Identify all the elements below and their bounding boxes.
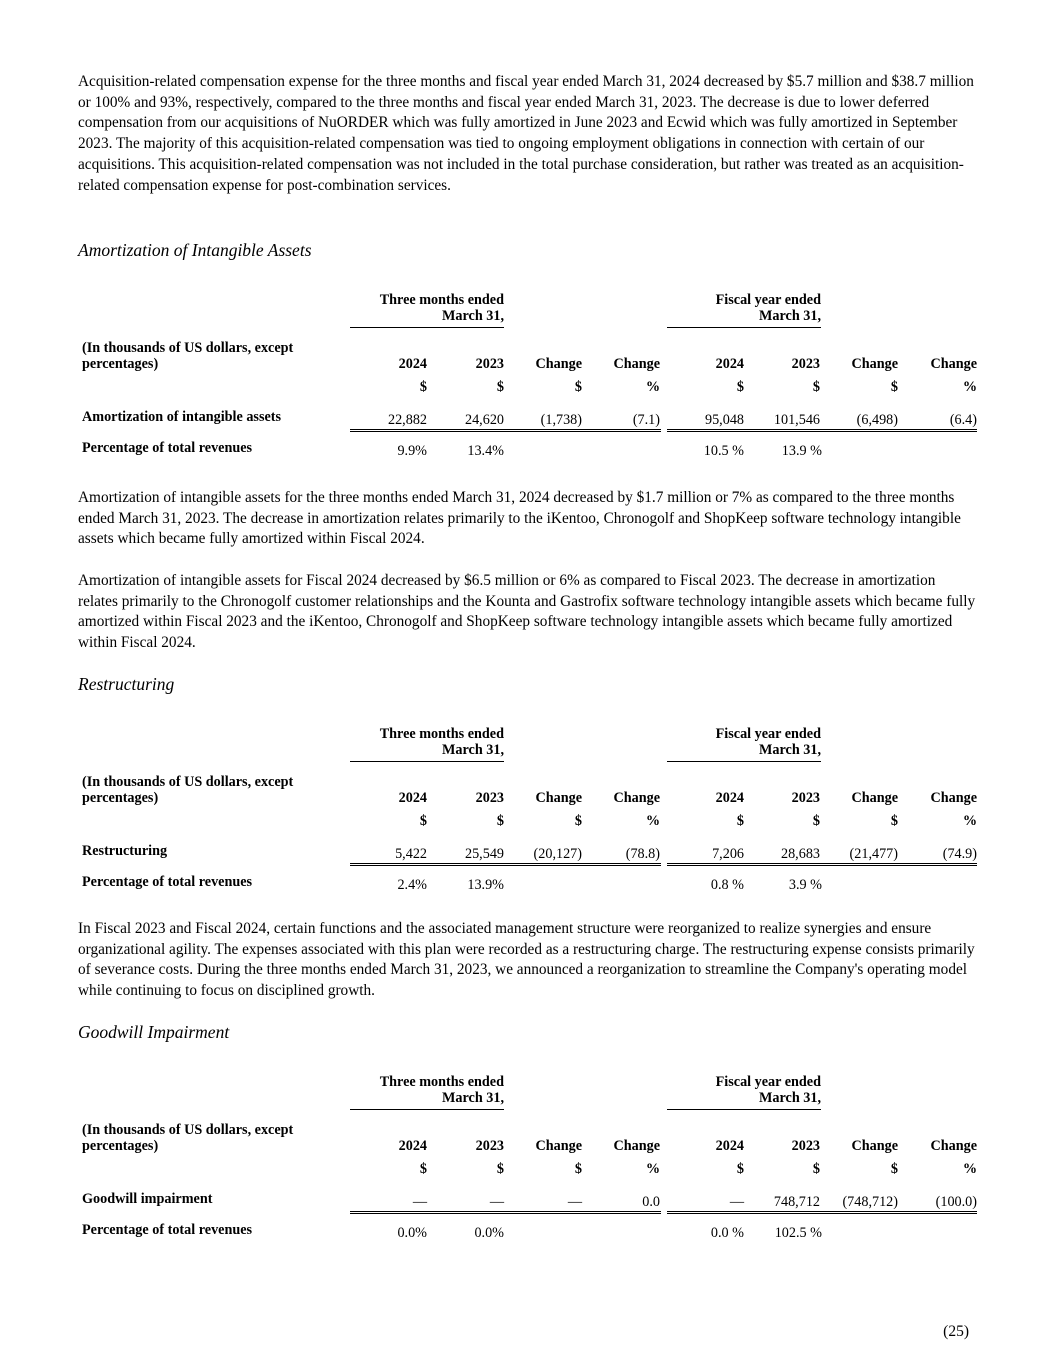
amortization-col-header-5: 2024 bbox=[715, 356, 744, 372]
goodwill-units-line1: (In thousands of US dollars, except bbox=[82, 1122, 294, 1138]
amortization-col-header-3: Change bbox=[535, 356, 582, 372]
goodwill-table bbox=[78, 1074, 980, 1244]
amortization-col-unit-2: $ bbox=[496, 379, 504, 395]
goodwill-header-three-months-line1: Three months ended bbox=[379, 1074, 504, 1090]
restructuring-units-label bbox=[82, 774, 293, 806]
goodwill-col-header-7: Change bbox=[851, 1138, 898, 1154]
goodwill-col-unit-5: $ bbox=[736, 1161, 744, 1177]
restructuring-paragraph-1: In Fiscal 2023 and Fiscal 2024, certain functions and the associated management structure were reorganized to realize synergies and ensure organizational agility. The expenses associated with this plan were recorded as a restructuring charge. The restructuring expense consists primarily of severance costs. During the three months ended March 31, 2023, we announced a reorganization to streamline the Company's operating model while continuing to focus on disciplined growth. bbox=[78, 920, 975, 1000]
goodwill-header-three-months bbox=[350, 1074, 504, 1110]
amortization-paragraph-2: Amortization of intangible assets for Fiscal 2024 decreased by $6.5 million or 6% as compared to Fiscal 2023. The decrease in amortization relates primarily to the Chronogolf customer relationships and the Kounta and Gastrofix software technology intangible assets which became fully amortized within Fiscal 2023 and the iKentoo, Chronogolf and ShopKeep software technology intangible assets which became fully amortized within Fiscal 2024. bbox=[78, 571, 976, 651]
restructuring-col-unit-3: $ bbox=[574, 813, 582, 829]
restructuring-header-fiscal-line2: March 31, bbox=[759, 742, 821, 758]
goodwill-col-header-2: 2023 bbox=[475, 1138, 504, 1154]
amortization-header-three-months-line1: Three months ended bbox=[379, 292, 504, 308]
goodwill-col-header-4: Change bbox=[613, 1138, 660, 1154]
goodwill-pct-value-2: 0.0% bbox=[474, 1225, 504, 1241]
amortization-pct-label: Percentage of total revenues bbox=[82, 440, 253, 456]
restructuring-col-unit-5: $ bbox=[736, 813, 744, 829]
restructuring-pct-label: Percentage of total revenues bbox=[82, 874, 253, 890]
goodwill-header-three-months-line2: March 31, bbox=[442, 1090, 504, 1106]
goodwill-rule-fiscal-year bbox=[667, 1211, 977, 1214]
amortization-header-fiscal-year bbox=[667, 292, 821, 328]
goodwill-col-unit-8: % bbox=[962, 1161, 977, 1177]
amortization-header-three-months-line2: March 31, bbox=[442, 308, 504, 324]
goodwill-units-label bbox=[82, 1122, 293, 1154]
restructuring-value-8: (74.9) bbox=[942, 846, 977, 862]
amortization-value-5: 95,048 bbox=[704, 412, 744, 428]
goodwill-col-unit-2: $ bbox=[496, 1161, 504, 1177]
restructuring-header-fiscal-year bbox=[667, 726, 821, 762]
goodwill-value-3: — bbox=[567, 1194, 582, 1210]
amortization-col-unit-1: $ bbox=[419, 379, 427, 395]
goodwill-row-label: Goodwill impairment bbox=[82, 1191, 213, 1207]
restructuring-pct-value-3: 0.8 % bbox=[710, 877, 744, 893]
amortization-col-unit-7: $ bbox=[890, 379, 898, 395]
amortization-value-4: (7.1) bbox=[632, 412, 660, 428]
intro-paragraph: Acquisition-related compensation expense for the three months and fiscal year ended March 31, 2024 decreased by $5.7 million and $38.7 million or 100% and 93%, respectively, compared to the three months and fiscal year ended March 31, 2023. The decrease is due to lower deferred compensation from our acquisitions of NuORDER which was fully amortized in June 2023 and Ecwid which was fully amortized in September 2023. The majority of this acquisition-related compensation was tied to ongoing employment obligations in connection with certain of our acquisitions. This acquisition-related compensation was not included in the total purchase consideration, but rather was treated as an acquisition-related compensation expense for post-combination services. bbox=[78, 73, 974, 194]
restructuring-col-unit-7: $ bbox=[890, 813, 898, 829]
restructuring-col-header-6: 2023 bbox=[791, 790, 820, 806]
section-title-restructuring: Restructuring bbox=[78, 674, 175, 694]
amortization-value-8: (6.4) bbox=[949, 412, 977, 428]
goodwill-value-2: — bbox=[489, 1194, 504, 1210]
amortization-col-header-8: Change bbox=[930, 356, 977, 372]
restructuring-header-three-months-line2: March 31, bbox=[442, 742, 504, 758]
amortization-pct-value-2: 13.4% bbox=[467, 443, 504, 459]
goodwill-value-4: 0.0 bbox=[642, 1194, 660, 1210]
amortization-header-fiscal-line1: Fiscal year ended bbox=[715, 292, 821, 308]
amortization-col-header-1: 2024 bbox=[398, 356, 427, 372]
amortization-col-unit-6: $ bbox=[812, 379, 820, 395]
goodwill-col-header-3: Change bbox=[535, 1138, 582, 1154]
amortization-pct-value-3: 10.5 % bbox=[703, 443, 744, 459]
restructuring-col-header-1: 2024 bbox=[398, 790, 427, 806]
goodwill-col-header-6: 2023 bbox=[791, 1138, 820, 1154]
restructuring-col-header-3: Change bbox=[535, 790, 582, 806]
goodwill-value-1: — bbox=[412, 1194, 427, 1210]
goodwill-col-unit-3: $ bbox=[574, 1161, 582, 1177]
restructuring-col-header-7: Change bbox=[851, 790, 898, 806]
amortization-rule-three-months bbox=[350, 429, 661, 432]
restructuring-col-unit-8: % bbox=[962, 813, 977, 829]
goodwill-pct-value-1: 0.0% bbox=[397, 1225, 427, 1241]
goodwill-pct-value-4: 102.5 % bbox=[774, 1225, 822, 1241]
restructuring-value-4: (78.8) bbox=[625, 846, 660, 862]
restructuring-header-three-months bbox=[350, 726, 504, 762]
restructuring-col-header-4: Change bbox=[613, 790, 660, 806]
goodwill-col-unit-6: $ bbox=[812, 1161, 820, 1177]
goodwill-value-6: 748,712 bbox=[773, 1194, 820, 1210]
restructuring-col-header-5: 2024 bbox=[715, 790, 744, 806]
amortization-col-header-4: Change bbox=[613, 356, 660, 372]
goodwill-header-fiscal-line1: Fiscal year ended bbox=[715, 1074, 821, 1090]
goodwill-value-7: (748,712) bbox=[842, 1194, 898, 1210]
restructuring-text bbox=[78, 919, 978, 1002]
restructuring-table bbox=[78, 726, 980, 896]
goodwill-col-header-5: 2024 bbox=[715, 1138, 744, 1154]
amortization-header-fiscal-line2: March 31, bbox=[759, 308, 821, 324]
goodwill-pct-label: Percentage of total revenues bbox=[82, 1222, 253, 1238]
amortization-pct-value-4: 13.9 % bbox=[781, 443, 822, 459]
amortization-value-2: 24,620 bbox=[464, 412, 504, 428]
amortization-units-line2: percentages) bbox=[82, 356, 159, 372]
section-title-amortization: Amortization of Intangible Assets bbox=[78, 240, 312, 260]
goodwill-col-unit-7: $ bbox=[890, 1161, 898, 1177]
amortization-value-3: (1,738) bbox=[540, 412, 582, 428]
amortization-col-header-7: Change bbox=[851, 356, 898, 372]
goodwill-col-unit-4: % bbox=[645, 1161, 660, 1177]
restructuring-header-three-months-line1: Three months ended bbox=[379, 726, 504, 742]
restructuring-value-6: 28,683 bbox=[780, 846, 820, 862]
restructuring-value-3: (20,127) bbox=[533, 846, 582, 862]
amortization-units-label bbox=[82, 340, 293, 372]
restructuring-col-unit-6: $ bbox=[812, 813, 820, 829]
amortization-col-unit-5: $ bbox=[736, 379, 744, 395]
section-title-goodwill: Goodwill Impairment bbox=[78, 1022, 230, 1042]
restructuring-value-2: 25,549 bbox=[464, 846, 504, 862]
amortization-text bbox=[78, 488, 978, 654]
restructuring-value-1: 5,422 bbox=[395, 846, 427, 862]
amortization-pct-value-1: 9.9% bbox=[397, 443, 427, 459]
amortization-header-three-months bbox=[350, 292, 504, 328]
goodwill-col-header-8: Change bbox=[930, 1138, 977, 1154]
amortization-value-7: (6,498) bbox=[856, 412, 898, 428]
restructuring-units-line1: (In thousands of US dollars, except bbox=[82, 774, 294, 790]
goodwill-col-header-1: 2024 bbox=[398, 1138, 427, 1154]
goodwill-rule-three-months bbox=[350, 1211, 661, 1214]
amortization-col-unit-8: % bbox=[962, 379, 977, 395]
restructuring-header-fiscal-line1: Fiscal year ended bbox=[715, 726, 821, 742]
restructuring-col-header-8: Change bbox=[930, 790, 977, 806]
restructuring-col-unit-4: % bbox=[645, 813, 660, 829]
restructuring-col-header-2: 2023 bbox=[475, 790, 504, 806]
amortization-col-unit-4: % bbox=[645, 379, 660, 395]
restructuring-col-unit-1: $ bbox=[419, 813, 427, 829]
amortization-col-unit-3: $ bbox=[574, 379, 582, 395]
amortization-table bbox=[78, 292, 980, 462]
amortization-value-1: 22,882 bbox=[387, 412, 427, 428]
restructuring-value-7: (21,477) bbox=[849, 846, 898, 862]
page-number: (25) bbox=[943, 1323, 969, 1340]
amortization-col-header-6: 2023 bbox=[791, 356, 820, 372]
goodwill-header-fiscal-year bbox=[667, 1074, 821, 1110]
goodwill-pct-value-3: 0.0 % bbox=[710, 1225, 744, 1241]
amortization-row-label: Amortization of intangible assets bbox=[82, 409, 282, 425]
amortization-rule-fiscal-year bbox=[667, 429, 977, 432]
goodwill-units-line2: percentages) bbox=[82, 1138, 159, 1154]
goodwill-value-5: — bbox=[729, 1194, 744, 1210]
amortization-units-line1: (In thousands of US dollars, except bbox=[82, 340, 294, 356]
goodwill-col-unit-1: $ bbox=[419, 1161, 427, 1177]
restructuring-pct-value-4: 3.9 % bbox=[788, 877, 822, 893]
restructuring-col-unit-2: $ bbox=[496, 813, 504, 829]
amortization-paragraph-1: Amortization of intangible assets for the three months ended March 31, 2024 decreased by $1.7 million or 7% as compared to the three months ended March 31, 2023. The decrease in amortization relates primarily to the iKentoo, Chronogolf and ShopKeep software technology intangible assets which became fully amortized within Fiscal 2024. bbox=[78, 489, 961, 548]
restructuring-units-line2: percentages) bbox=[82, 790, 159, 806]
restructuring-rule-fiscal-year bbox=[667, 863, 977, 866]
goodwill-value-8: (100.0) bbox=[935, 1194, 977, 1210]
restructuring-pct-value-2: 13.9% bbox=[467, 877, 504, 893]
restructuring-value-5: 7,206 bbox=[712, 846, 744, 862]
restructuring-rule-three-months bbox=[350, 863, 661, 866]
goodwill-header-fiscal-line2: March 31, bbox=[759, 1090, 821, 1106]
amortization-col-header-2: 2023 bbox=[475, 356, 504, 372]
amortization-value-6: 101,546 bbox=[773, 412, 820, 428]
restructuring-pct-value-1: 2.4% bbox=[397, 877, 427, 893]
intro-block bbox=[78, 72, 978, 196]
restructuring-row-label: Restructuring bbox=[82, 843, 168, 859]
